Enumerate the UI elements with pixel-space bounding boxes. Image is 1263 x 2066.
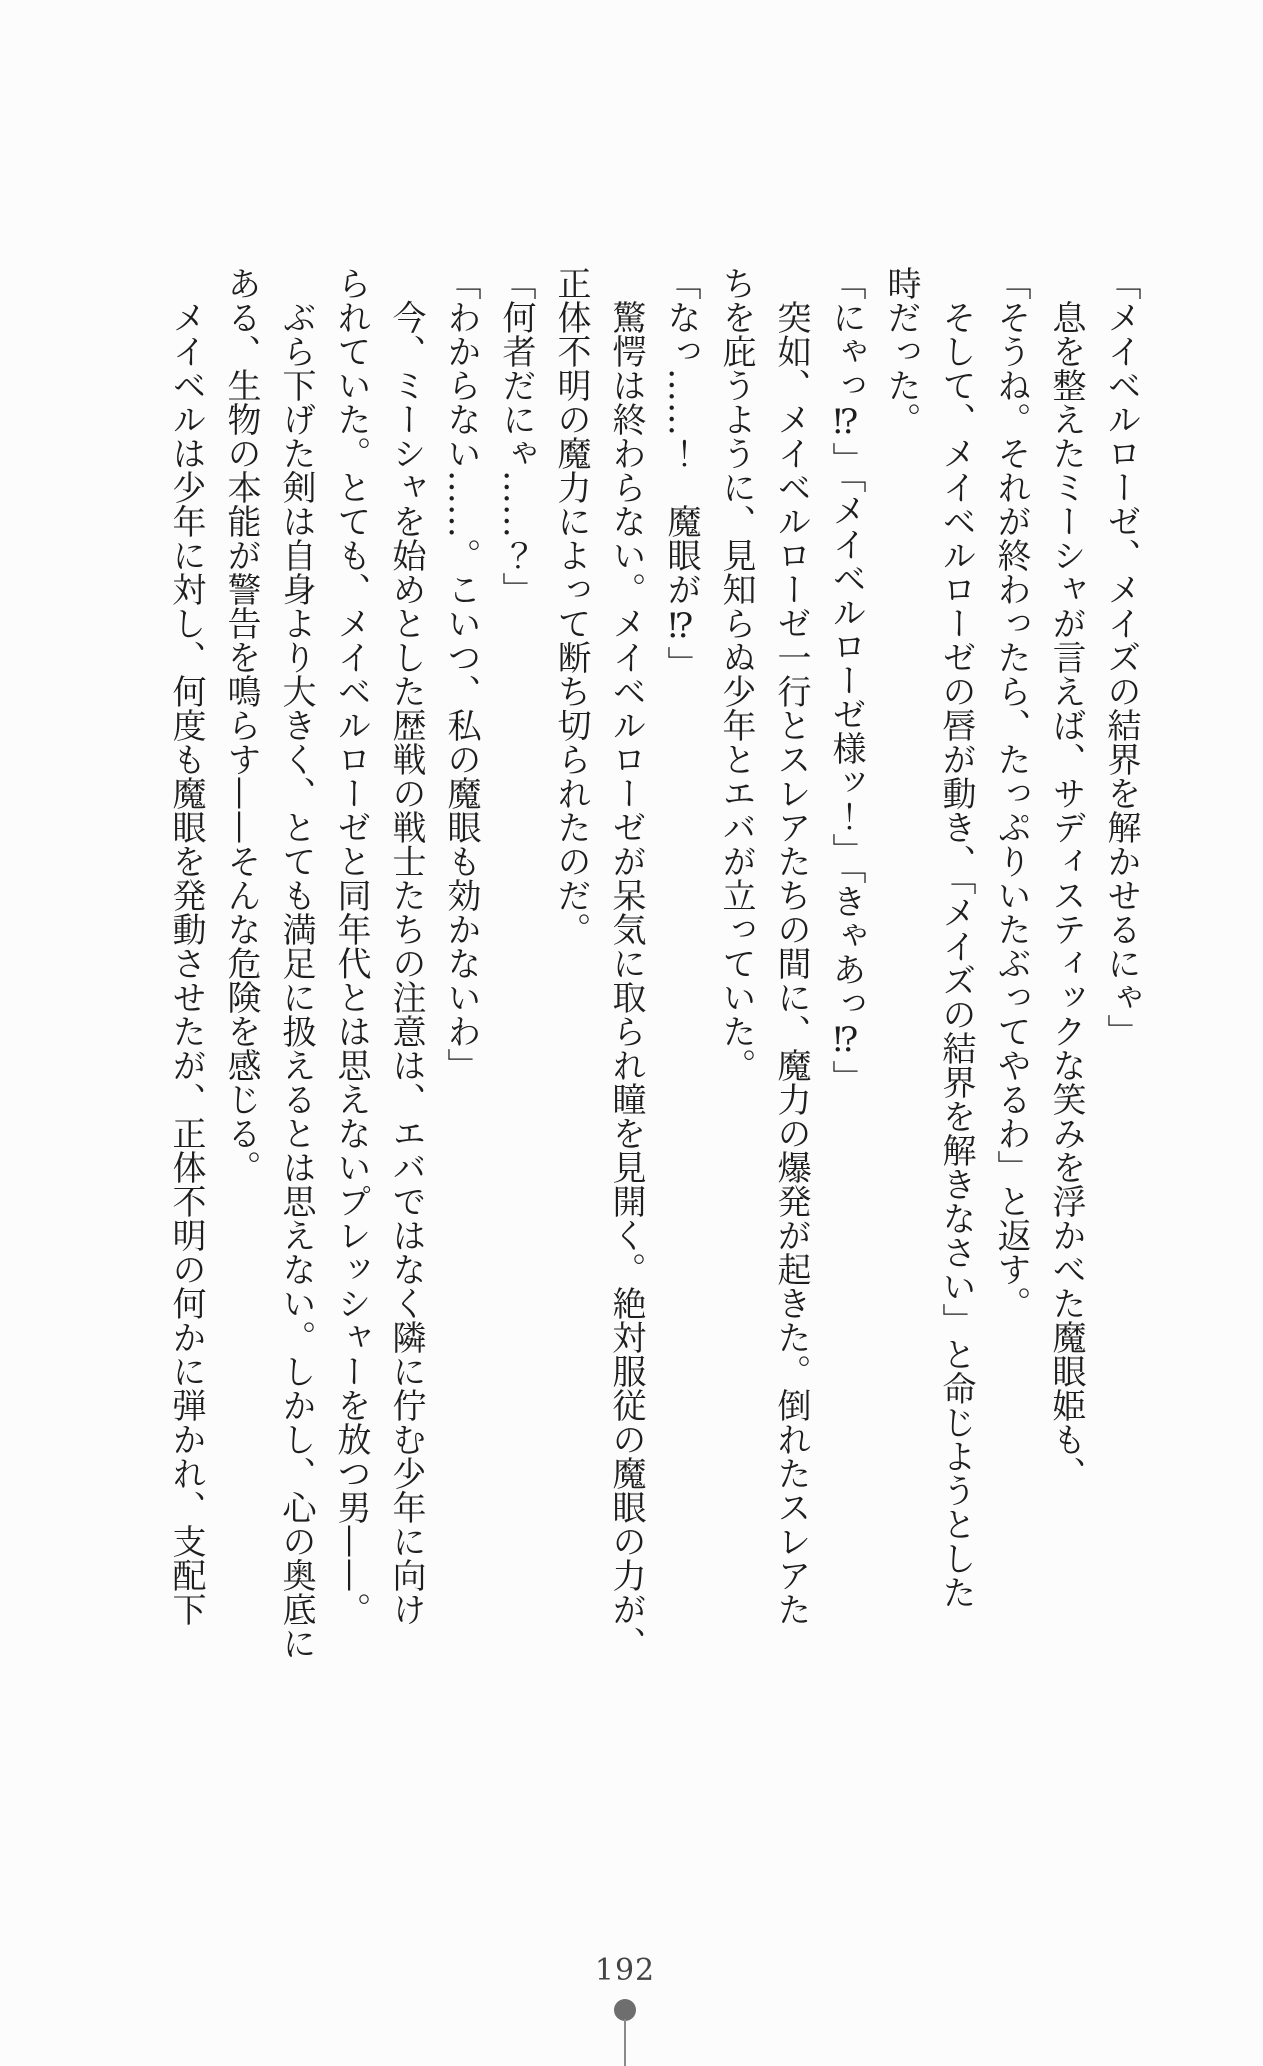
text-line: 正体不明の魔力によって断ち切られたのだ。 [551, 266, 591, 946]
text-line: 「なっ……！ 魔眼が⁉」 [661, 266, 701, 680]
text-line: 突如、メイベルローゼ一行とスレアたちの間に、魔力の爆発が起きた。倒れたスレアた [771, 300, 811, 1626]
text-line: 時だった。 [881, 266, 921, 436]
text-line: ちを庇うように、見知らぬ少年とエバが立っていた。 [716, 266, 756, 1082]
text-line: られていた。とても、メイベルローゼと同年代とは思えないプレッシャーを放つ男——。 [331, 266, 371, 1626]
text-line: 「わからない……。こいつ、私の魔眼も効かないわ」 [441, 266, 481, 1082]
text-line: メイベルは少年に対し、何度も魔眼を発動させたが、正体不明の何かに弾かれ、支配下 [166, 300, 206, 1626]
text-line: 「そうね。それが終わったら、たっぷりいたぶってやるわ」と返す。 [991, 266, 1031, 1320]
footer-stem-ornament [624, 2019, 626, 2066]
text-line: 「にゃっ⁉」「メイベルローゼ様ッ！」「きゃあっ⁉」 [826, 266, 866, 1094]
text-line: 今、ミーシャを始めとした歴戦の戦士たちの注意は、エバではなく隣に佇む少年に向け [386, 300, 426, 1626]
text-line: 「何者だにゃ……？」 [496, 266, 536, 606]
vertical-text-block [158, 266, 1148, 1660]
text-line: 驚愕は終わらない。メイベルローゼが呆気に取られ瞳を見開く。絶対服従の魔眼の力が、 [606, 300, 646, 1660]
text-line: 「メイベルローゼ、メイズの結界を解かせるにゃ」 [1101, 266, 1141, 1048]
footer-dot-ornament [614, 1999, 636, 2021]
text-line: そして、メイベルローゼの唇が動き、「メイズの結界を解きなさい」と命じようとした [936, 300, 976, 1609]
text-line: ぶら下げた剣は自身より大きく、とても満足に扱えるとは思えない。しかし、心の奥底に [276, 300, 316, 1660]
text-line: ある、生物の本能が警告を鳴らす——そんな危険を感じる。 [221, 266, 261, 1184]
page-number: 192 [594, 1953, 656, 1988]
text-line: 息を整えたミーシャが言えば、サディスティックな笑みを浮かべた魔眼姫も、 [1046, 300, 1086, 1490]
